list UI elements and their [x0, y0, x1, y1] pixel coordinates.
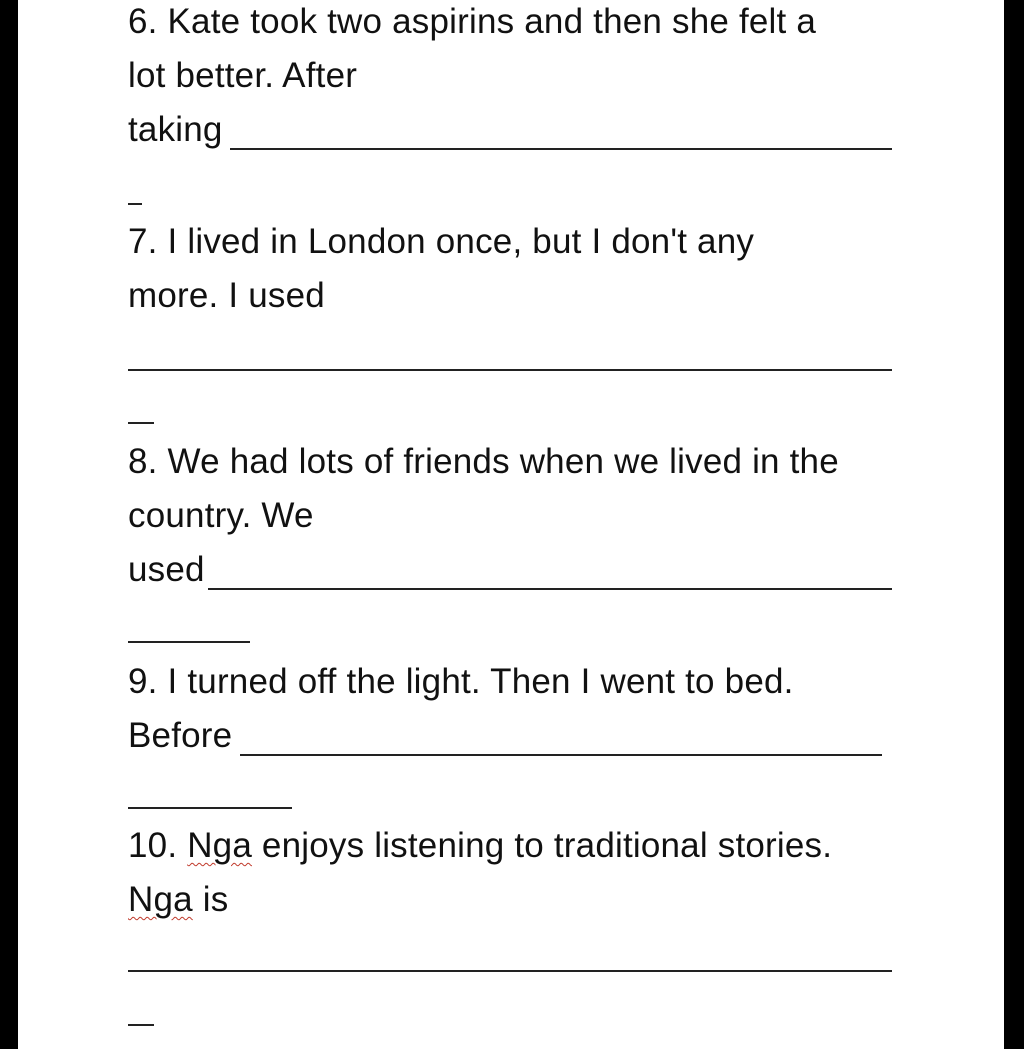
exercise-8-prompt: used [128, 550, 205, 589]
exercise-7-answer-line-continuation[interactable] [128, 422, 154, 424]
exercise-10-text-line-2-rest: is [192, 880, 229, 919]
exercise-10-answer-line[interactable] [128, 970, 892, 972]
exercise-10-text-rest: enjoys listening to traditional stories. [252, 826, 833, 865]
exercise-10-number: 10. [128, 826, 188, 865]
exercise-7-text-line-1: 7. I lived in London once, but I don't any [128, 222, 755, 261]
exercise-9-answer-line[interactable] [240, 754, 882, 756]
exercise-6-text-line-2: lot better. After [128, 56, 358, 95]
exercise-6-answer-line-continuation[interactable] [128, 203, 142, 205]
exercise-8-text-line-2: country. We [128, 496, 314, 535]
exercise-6-prompt: taking [128, 110, 223, 149]
exercise-9-prompt: Before [128, 716, 233, 755]
exercise-10-name-2: Nga [128, 880, 193, 919]
exercise-8-answer-line[interactable] [208, 588, 892, 590]
exercise-10-text-line-1 [128, 826, 832, 866]
exercise-10-answer-line-continuation[interactable] [128, 1024, 154, 1026]
exercise-6-text-line-1: 6. Kate took two aspirins and then she felt a [128, 2, 817, 41]
exercise-10-text-line-2 [128, 880, 228, 920]
exercise-7-answer-line[interactable] [128, 369, 892, 371]
worksheet-page [18, 0, 1004, 1049]
exercise-8-text-line-1: 8. We had lots of friends when we lived in the [128, 442, 839, 481]
exercise-6-answer-line[interactable] [230, 148, 892, 150]
exercise-10-name: Nga [187, 826, 252, 865]
exercise-7-text-line-2: more. I used [128, 276, 325, 315]
exercise-9-text-line-1: 9. I turned off the light. Then I went to bed. [128, 662, 794, 701]
exercise-8-answer-line-continuation[interactable] [128, 641, 250, 643]
exercise-9-answer-line-continuation[interactable] [128, 807, 292, 809]
